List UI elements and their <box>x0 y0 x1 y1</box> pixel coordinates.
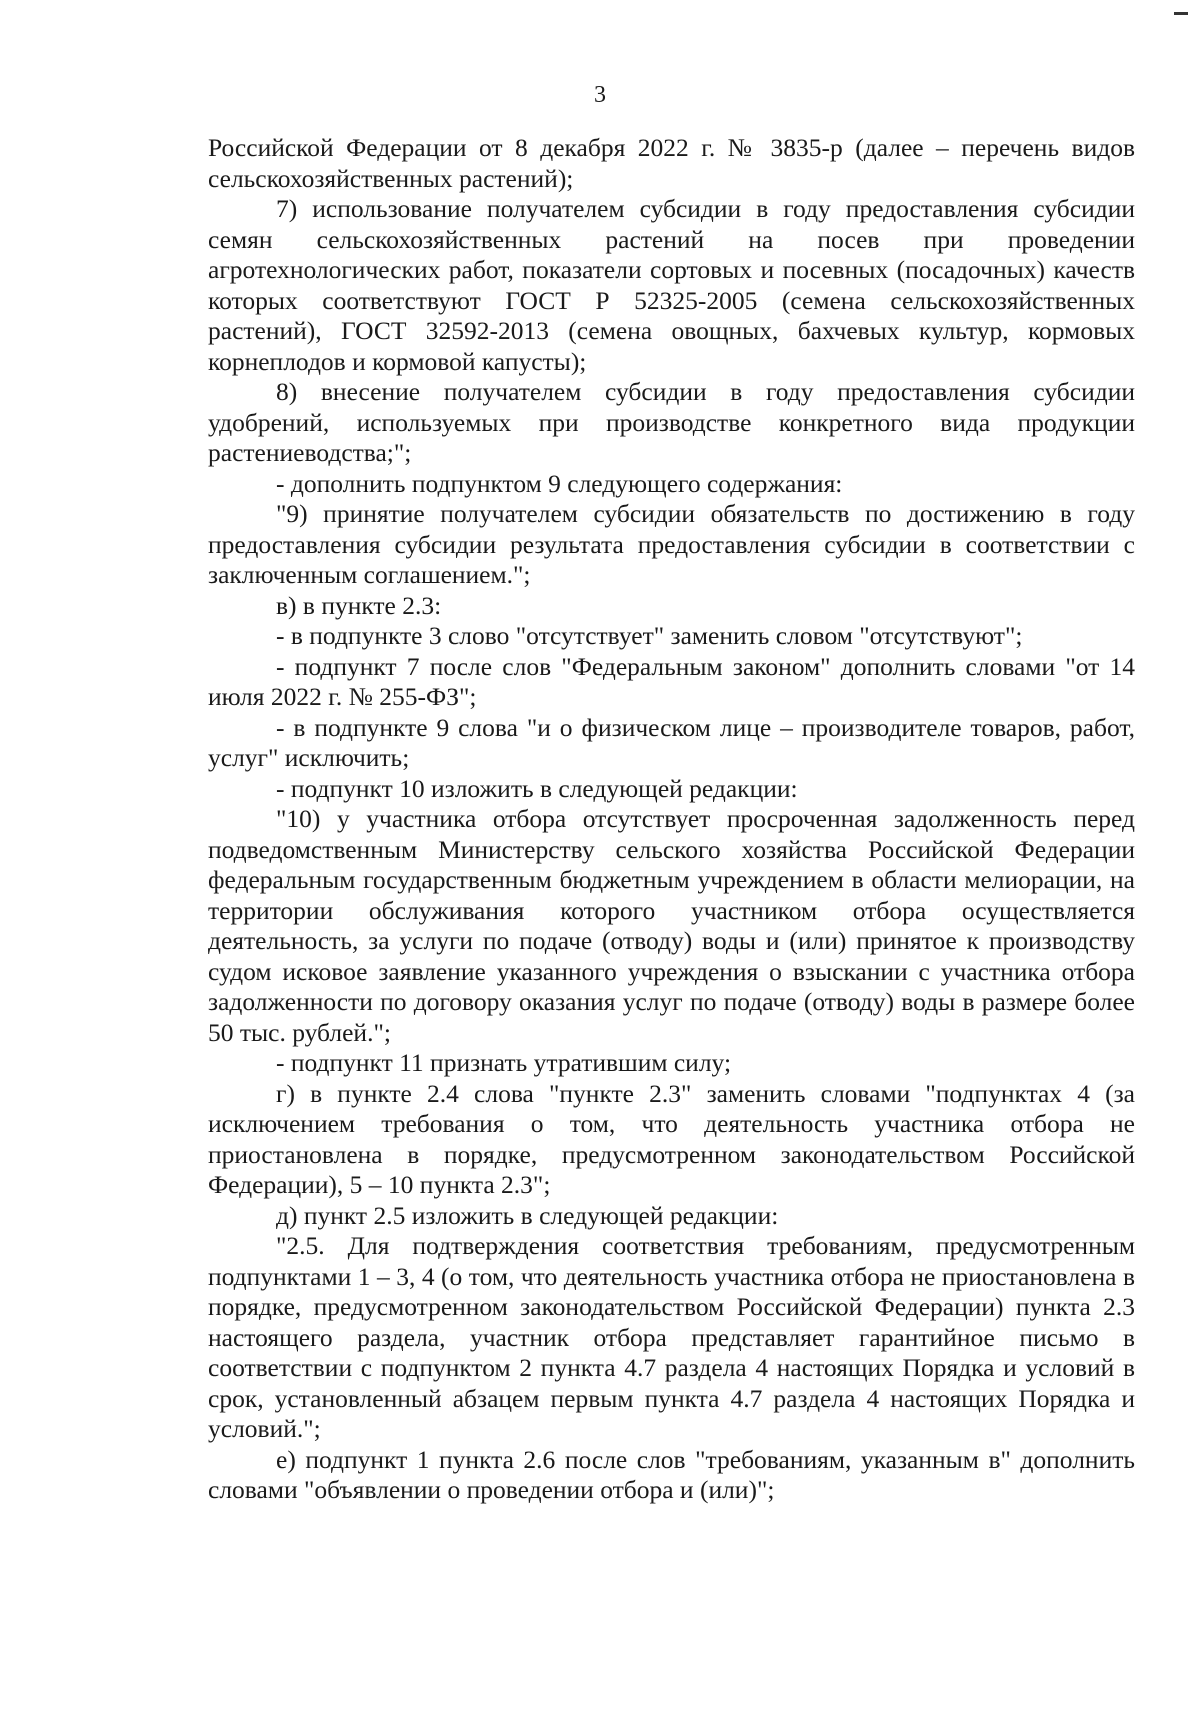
paragraph: Российской Федерации от 8 декабря 2022 г. № 3835-р (далее – перечень видов сельскохозяйственных растений); <box>208 133 1135 193</box>
paragraph: д) пункт 2.5 изложить в следующей редакции: <box>276 1200 779 1230</box>
paragraph: - подпункт 7 после слов "Федеральным законом" дополнить словами "от 14 июля 2022 г. № 255-ФЗ"; <box>208 651 1135 711</box>
paragraph: г) в пункте 2.4 слова "пункте 2.3" заменить словами "подпунктах 4 (за исключением требования о том, что деятельность участника отбора не приостановлена в порядке, предусмотренном законодательством Российской Федерации), 5 – 10 пункта 2.3"; <box>208 1078 1135 1199</box>
paragraph: "2.5. Для подтверждения соответствия требованиям, предусмотренным подпунктами 1 – 3, 4 (о том, что деятельность участника отбора не приостановлена в порядке, предусмотренном законодательством Российской Федерации) пункта 2.3 настоящего раздела, участник отбора представляет гарантийное письмо в соответствии с подпунктом 2 пункта 4.7 раздела 4 настоящих Порядка и условий в срок, установленный абзацем первым пункта 4.7 раздела 4 настоящих Порядка и условий."; <box>208 1231 1135 1443</box>
paragraph: 8) внесение получателем субсидии в году предоставления субсидии удобрений, используемых при производстве конкретного вида продукции растениеводства;"; <box>208 377 1135 467</box>
scan-corner-mark <box>1174 12 1188 15</box>
paragraph: е) подпункт 1 пункта 2.6 после слов "требованиям, указанным в" дополнить словами "объявлении о проведении отбора и (или)"; <box>208 1444 1135 1504</box>
paragraph: - в подпункте 9 слова "и о физическом лице – производителе товаров, работ, услуг" исключить; <box>208 712 1135 772</box>
paragraph: в) в пункте 2.3: <box>276 590 442 620</box>
paragraph: "9) принятие получателем субсидии обязательств по достижению в году предоставления субсидии результата предоставления субсидии в соответствии с заключенным соглашением."; <box>208 499 1135 589</box>
paragraph: - дополнить подпунктом 9 следующего содержания: <box>276 468 843 498</box>
paragraph: 7) использование получателем субсидии в году предоставления субсидии семян сельскохозяйственных растений на посев при проведении агротехнологических работ, показатели сортовых и посевных (посадочных) качеств которых соответствуют ГОСТ Р 52325-2005 (семена сельскохозяйственных растений), ГОСТ 32592-2013 (семена овощных, бахчевых культур, кормовых корнеплодов и кормовой капусты); <box>208 194 1135 376</box>
document-body <box>208 133 1135 1506</box>
paragraph: "10) у участника отбора отсутствует просроченная задолженность перед подведомственным Министерству сельского хозяйства Российской Федерации федеральным государственным бюджетным учреждением в области мелиорации, на территории обслуживания которого участником отбора осуществляется деятельность, за услуги по подаче (отводу) воды и (или) принятое к производству судом исковое заявление указанного учреждения о взыскании с участника отбора задолженности по договору оказания услуг по подаче (отводу) воды в размере более 50 тыс. рублей."; <box>208 804 1135 1047</box>
paragraph: - в подпункте 3 слово "отсутствует" заменить словом "отсутствуют"; <box>276 621 1023 650</box>
paragraph: - подпункт 11 признать утратившим силу; <box>276 1048 732 1077</box>
paragraph: - подпункт 10 изложить в следующей редакции: <box>276 773 798 803</box>
page-number: 3 <box>594 82 606 108</box>
